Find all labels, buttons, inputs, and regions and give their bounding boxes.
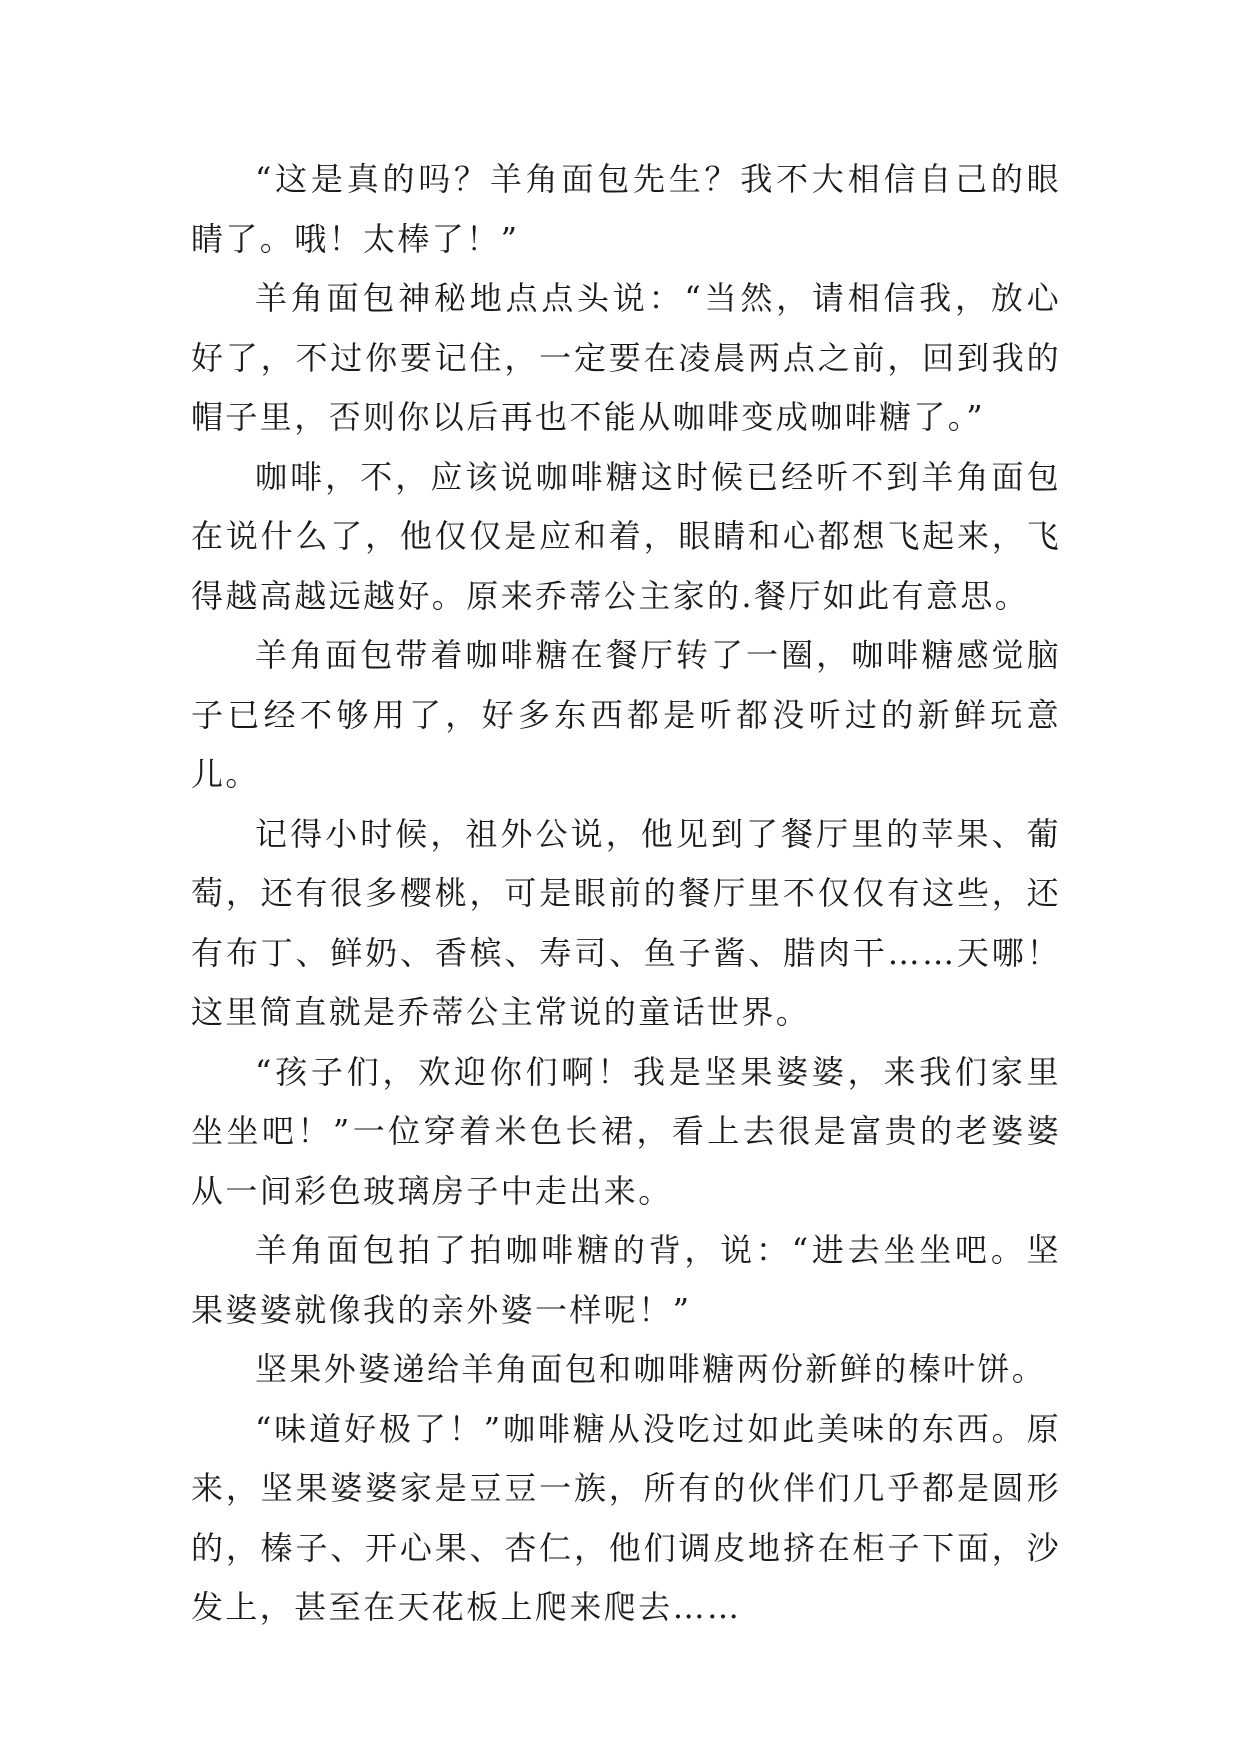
paragraph: 记得小时候，祖外公说，他见到了餐厅里的苹果、葡萄，还有很多樱桃，可是眼前的餐厅里不仅仅有这些，还有布丁、鲜奶、香槟、寿司、鱼子酱、腊肉干……天哪！这里简直就是乔蒂公主常说的童话世界。 — [191, 814, 1061, 1031]
paragraph: 羊角面包拍了拍咖啡糖的背，说：“进去坐坐吧。坚果婆婆就像我的亲外婆一样呢！” — [191, 1231, 1061, 1329]
paragraph: “孩子们，欢迎你们啊！我是坚果婆婆，来我们家里坐坐吧！”一位穿着米色长裙，看上去很是富贵的老婆婆从一间彩色玻璃房子中走出来。 — [191, 1052, 1061, 1210]
paragraph: 坚果外婆递给羊角面包和咖啡糖两份新鲜的榛叶饼。 — [255, 1350, 1047, 1388]
paragraph: 咖啡，不，应该说咖啡糖这时候已经听不到羊角面包在说什么了，他仅仅是应和着，眼睛和心都想飞起来，飞得越高越远越好。原来乔蒂公主家的.餐厅如此有意思。 — [191, 457, 1061, 615]
paragraph: 羊角面包神秘地点点头说：“当然，请相信我，放心好了，不过你要记住，一定要在凌晨两点之前，回到我的帽子里，否则你以后再也不能从咖啡变成咖啡糖了。” — [191, 279, 1061, 436]
paragraph: “味道好极了！”咖啡糖从没吃过如此美味的东西。原来，坚果婆婆家是豆豆一族，所有的伙伴们几乎都是圆形的，榛子、开心果、杏仁，他们调皮地挤在柜子下面，沙发上，甚至在天花板上爬来爬去…… — [191, 1409, 1061, 1626]
story-text — [191, 150, 1061, 1638]
paragraph: 羊角面包带着咖啡糖在餐厅转了一圈，咖啡糖感觉脑子已经不够用了，好多东西都是听都没听过的新鲜玩意儿。 — [191, 636, 1061, 793]
paragraph: “这是真的吗？羊角面包先生？我不大相信自己的眼睛了。哦！太棒了！” — [191, 160, 1061, 258]
